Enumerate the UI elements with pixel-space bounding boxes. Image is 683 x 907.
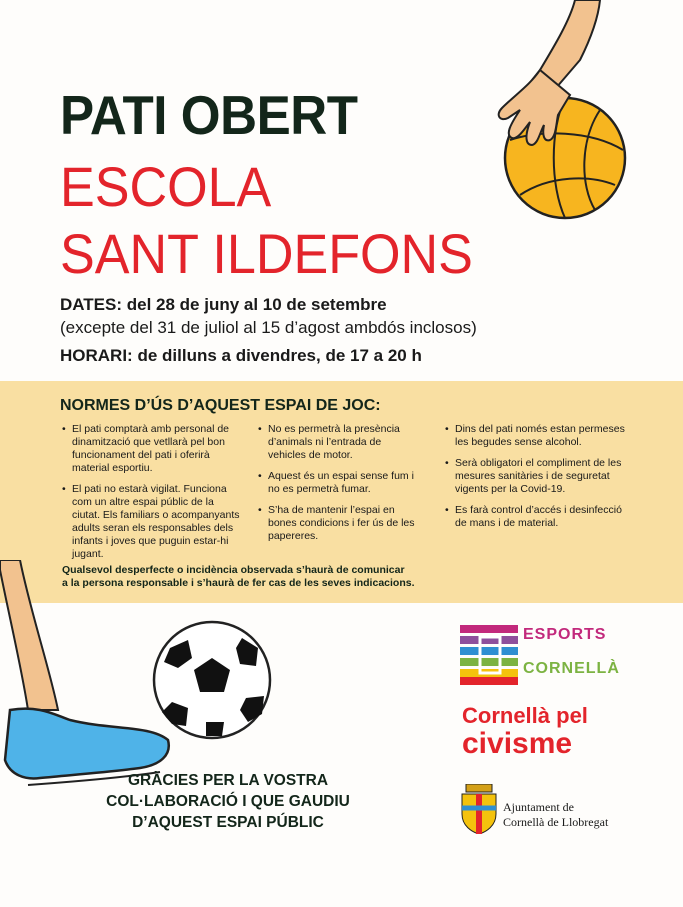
rule-item: • Aquest és un espai sense fum i no es permetrà fumar. — [258, 470, 418, 496]
title-sant-ildefons: SANT ILDEFONS — [60, 222, 473, 285]
rule-item: • Es farà control d’accés i desinfecció de mans i de material. — [445, 504, 630, 530]
rules-column-2 — [258, 423, 418, 551]
thanks-line: D’AQUEST ESPAI PÚBLIC — [132, 814, 324, 831]
rule-item: • El pati comptarà amb personal de dinamització que vetllarà pel bon funcionament del pati i oferirà material esportiu. — [62, 423, 240, 475]
rules-column-3 — [445, 423, 630, 538]
rules-title: NORMES D’ÚS D’AQUEST ESPAI DE JOC: — [60, 397, 381, 414]
civisme-line1: Cornellà pel — [462, 703, 588, 728]
rule-item: • S’ha de mantenir l’espai en bones condicions i fer ús de les papereres. — [258, 504, 418, 543]
civisme-line2: civisme — [462, 727, 573, 760]
ajuntament-line2: Cornellà de Llobregat — [503, 815, 609, 829]
rule-item: • Serà obligatori el compliment de les mesures sanitàries i de seguretat vigents per la Covid-19. — [445, 457, 630, 496]
rule-item: • El pati no estarà vigilat. Funciona com un altre espai públic de la ciutat. Els familiars o acompanyants adults seran els responsables dels infants i joves que puguin estar-hi jugant. — [62, 483, 240, 561]
title-escola: ESCOLA — [60, 155, 272, 218]
thanks-line: GRÀCIES PER LA VOSTRA — [127, 772, 329, 789]
coat-of-arms-icon — [460, 784, 498, 834]
rule-item: • Dins del pati només estan permeses les begudes sense alcohol. — [445, 423, 630, 449]
basketball-illustration — [480, 0, 680, 225]
rules-column-1 — [62, 423, 240, 569]
dates-value: del 28 de juny al 10 de setembre — [126, 295, 387, 314]
esports-logo — [460, 625, 518, 685]
title-pati-obert: PATI OBERT — [60, 84, 358, 146]
esports-word2: CORNELLÀ — [523, 660, 620, 677]
horari-value: de dilluns a divendres, de 17 a 20 h — [137, 346, 422, 365]
horari-line — [60, 346, 422, 366]
footnote-line: a la persona responsable i s’haurà de fer cas de les seves indicacions. — [62, 577, 415, 589]
thanks-line: COL·LABORACIÓ I QUE GAUDIU — [106, 793, 350, 810]
footnote-line: Qualsevol desperfecte o incidència observada s’haurà de comunicar — [62, 564, 405, 576]
thanks-message — [88, 770, 368, 833]
esports-word1: ESPORTS — [523, 626, 607, 643]
horari-label: HORARI: — [60, 346, 133, 365]
dates-label: DATES: — [60, 295, 123, 314]
rule-item: • No es permetrà la presència d’animals ni l’entrada de vehicles de motor. — [258, 423, 418, 462]
ajuntament-line1: Ajuntament de — [503, 800, 574, 814]
dates-exception: (excepte del 31 de juliol al 15 d’agost ambdós inclosos) — [60, 318, 477, 337]
dates-line — [60, 295, 387, 315]
shoe-illustration — [0, 560, 180, 800]
